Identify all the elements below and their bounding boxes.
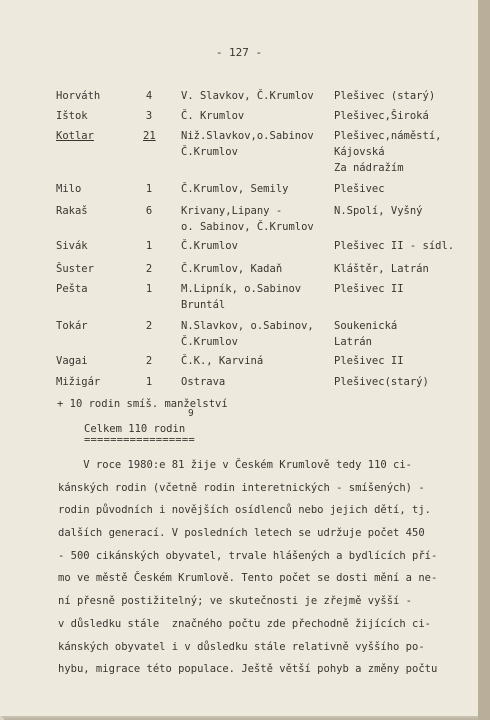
origin-places: N.Slavkov, o.Sabinov, Č.Krumlov bbox=[181, 320, 314, 348]
family-count: 1 bbox=[145, 283, 153, 295]
residence-location: Plešivec,náměstí, Kájovská Za nádražím bbox=[334, 130, 442, 174]
residence-location: Plešivec,Široká bbox=[334, 110, 429, 122]
table-row bbox=[0, 128, 478, 174]
origin-places: Č.K., Karviná bbox=[181, 355, 264, 367]
paragraph-line: hybu, migrace této populace. Ještě větší pohyb a změny počtu bbox=[58, 663, 438, 676]
origin-places: Č.Krumlov bbox=[181, 240, 238, 252]
residence-location: Plešivec II bbox=[334, 283, 404, 295]
origin-places: Ostrava bbox=[181, 376, 226, 388]
residence-location: Plešivec bbox=[334, 183, 385, 195]
origin-places: Č. Krumlov bbox=[181, 110, 245, 122]
paragraph-line: v důsledku stále značného počtu zde přechodně žijících ci- bbox=[58, 617, 431, 630]
family-name: Pešta bbox=[56, 283, 88, 295]
paragraph-line: ní přesně postižitelný; ve skutečnosti je zřejmě vyšší - bbox=[58, 595, 413, 608]
residence-location: Plešivec(starý) bbox=[334, 376, 429, 388]
origin-places: Krivany,Lipany - o. Sabinov, Č.Krumlov bbox=[181, 205, 314, 233]
paragraph-line: kánských obyvatel i v důsledku stále relativně vyššího po- bbox=[58, 640, 425, 653]
table-row bbox=[0, 318, 478, 352]
residence-location: Kláštěr, Latrán bbox=[334, 263, 429, 275]
residence-location: Plešivec (starý) bbox=[334, 90, 436, 102]
family-name: Mižigár bbox=[56, 376, 101, 388]
paragraph-line: mo ve městě Českém Krumlově. Tento počet se dosti mění a ne- bbox=[58, 572, 438, 585]
residence-location: Plešivec II bbox=[334, 355, 404, 367]
total-double-rule: ================= bbox=[84, 434, 195, 446]
table-row bbox=[0, 281, 478, 315]
family-count: 1 bbox=[145, 183, 153, 195]
origin-places: M.Lipník, o.Sabinov Bruntál bbox=[181, 283, 302, 311]
family-name: Horváth bbox=[56, 90, 101, 102]
family-name: Rakaš bbox=[56, 205, 88, 217]
family-count: 2 bbox=[145, 355, 153, 367]
family-name: Kotlar bbox=[56, 130, 94, 142]
family-name: Šuster bbox=[56, 263, 94, 275]
mixed-count: 9 bbox=[188, 408, 194, 419]
paragraph-line: V roce 1980:e 81 žije v Českém Krumlově tedy 110 ci- bbox=[58, 459, 413, 471]
residence-location: Soukenická Latrán bbox=[334, 320, 398, 348]
page-number: - 127 - bbox=[215, 46, 263, 59]
total-line: Celkem 110 rodin bbox=[84, 423, 186, 435]
family-count: 1 bbox=[145, 376, 153, 388]
residence-location: Plešivec II - sídl. bbox=[334, 240, 455, 252]
family-name: Sivák bbox=[56, 240, 88, 252]
family-count: 21 bbox=[143, 130, 156, 142]
family-name: Milo bbox=[56, 183, 82, 195]
family-count: 1 bbox=[145, 240, 153, 252]
family-count: 2 bbox=[145, 263, 153, 275]
residence-location: N.Spolí, Vyšný bbox=[334, 205, 423, 217]
table-row bbox=[0, 203, 478, 237]
paragraph-line: dalších generací. V posledních letech se udržuje počet 450 bbox=[58, 527, 425, 540]
body-paragraph bbox=[58, 454, 458, 681]
paragraph-line: rodin původních i novějších osídlenců nebo jejich dětí, tj. bbox=[58, 504, 431, 517]
origin-places: V. Slavkov, Č.Krumlov bbox=[181, 90, 314, 102]
family-name: Vagai bbox=[56, 355, 88, 367]
origin-places: Niž.Slavkov,o.Sabinov Č.Krumlov bbox=[181, 130, 314, 158]
family-count: 3 bbox=[145, 110, 153, 122]
origin-places: Č.Krumlov, Semily bbox=[181, 183, 289, 195]
family-count: 4 bbox=[145, 90, 153, 102]
family-count: 6 bbox=[145, 205, 153, 217]
family-name: Tokár bbox=[56, 320, 88, 332]
paragraph-line: kánských rodin (včetně rodin interetnických - smíšených) - bbox=[58, 481, 425, 494]
paragraph-line: - 500 cikánských obyvatel, trvale hlášených a bydlících pří- bbox=[58, 549, 438, 562]
mixed-marriages-line: + 10 rodin smíš. manželství bbox=[57, 398, 228, 410]
binding-edge bbox=[478, 0, 490, 720]
family-name: Ištok bbox=[56, 110, 88, 122]
family-count: 2 bbox=[145, 320, 153, 332]
origin-places: Č.Krumlov, Kadaň bbox=[181, 263, 283, 275]
